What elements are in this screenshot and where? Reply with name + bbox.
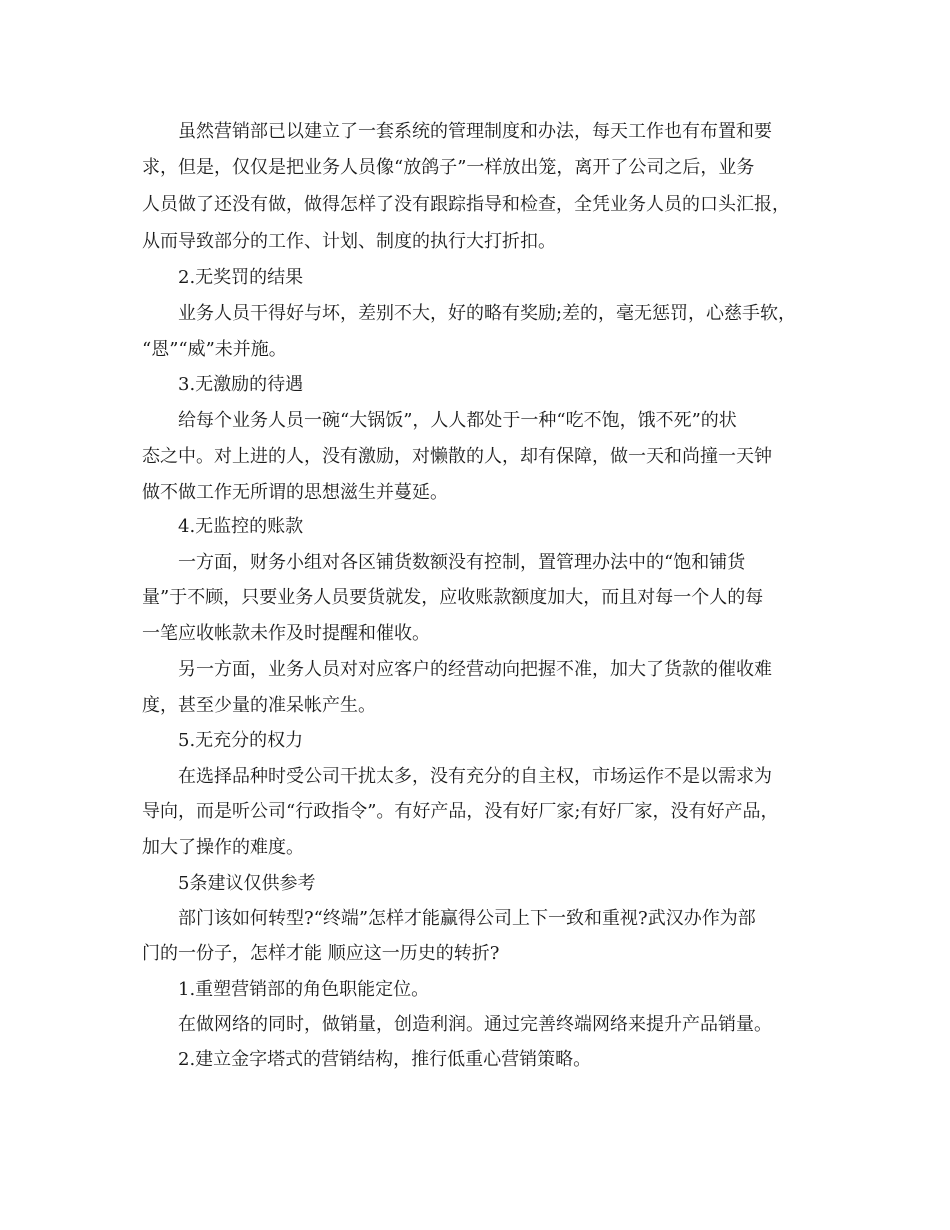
paragraph-line: 量”于不顾，只要业务人员要货就发，应收账款额度加大，而且对每一个人的每 [142, 587, 764, 608]
paragraph-line: 人员做了还没有做，做得怎样了没有跟踪指导和检查，全凭业务人员的口头汇报， [142, 194, 790, 215]
section-heading: 5条建议仅供参考 [178, 873, 316, 894]
paragraph-line: 另一方面，业务人员对对应客户的经营动向把握不准，加大了货款的催收难 [178, 659, 772, 680]
section-heading: 5.无充分的权力 [178, 730, 304, 751]
paragraph-line: 给每个业务人员一碗“大锅饭”，人人都处于一种“吃不饱，饿不死”的状 [178, 410, 737, 431]
section-heading: 3.无激励的待遇 [178, 374, 304, 395]
paragraph-line: 一方面，财务小组对各区铺货数额没有控制，置管理办法中的“饱和铺货 [178, 552, 746, 573]
paragraph-line: 求，但是，仅仅是把业务人员像“放鸽子”一样放出笼，离开了公司之后，业务 [142, 157, 755, 178]
paragraph-line: “恩”“威”未并施。 [142, 339, 287, 360]
paragraph-line: 一笔应收帐款未作及时提醒和催收。 [142, 623, 430, 644]
paragraph-line: 做不做工作无所谓的思想滋生并蔓延。 [142, 482, 448, 503]
paragraph-line: 度，甚至少量的准呆帐产生。 [142, 695, 376, 716]
paragraph-line: 业务人员干得好与坏，差别不大，好的略有奖励;差的，毫无惩罚，心慈手软， [178, 303, 797, 324]
paragraph-line: 部门该如何转型?“终端”怎样才能赢得公司上下一致和重视?武汉办作为部 [178, 908, 756, 929]
paragraph-line: 导向，而是听公司“行政指令”。有好产品，没有好厂家;有好厂家，没有好产品， [142, 801, 779, 822]
paragraph-line: 虽然营销部已以建立了一套系统的管理制度和办法，每天工作也有布置和要 [178, 121, 772, 142]
paragraph-line: 从而导致部分的工作、计划、制度的执行大打折扣。 [142, 231, 556, 252]
section-heading: 1.重塑营销部的角色职能定位。 [178, 979, 430, 1000]
paragraph-line: 门的一份子，怎样才能 顺应这一历史的转折? [142, 943, 500, 964]
section-heading: 4.无监控的账款 [178, 516, 304, 537]
paragraph-line: 在做网络的同时，做销量，创造利润。通过完善终端网络来提升产品销量。 [178, 1014, 772, 1035]
paragraph-line: 加大了操作的难度。 [142, 837, 304, 858]
section-heading: 2.建立金字塔式的营销结构，推行低重心营销策略。 [178, 1049, 592, 1070]
section-heading: 2.无奖罚的结果 [178, 267, 304, 288]
paragraph-line: 态之中。对上进的人，没有激励，对懒散的人，却有保障，做一天和尚撞一天钟 [142, 446, 772, 467]
paragraph-line: 在选择品种时受公司干扰太多，没有充分的自主权，市场运作不是以需求为 [178, 766, 772, 787]
